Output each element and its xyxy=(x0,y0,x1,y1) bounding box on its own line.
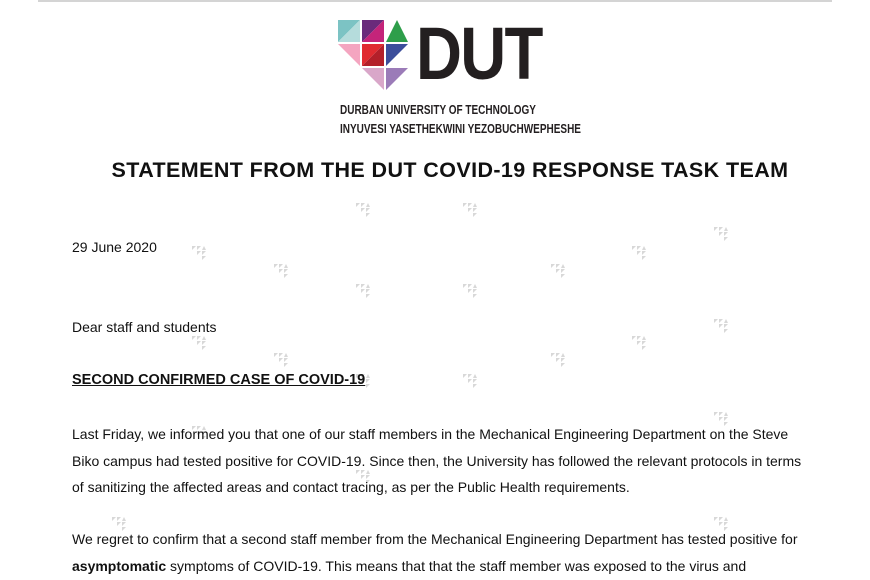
university-name-isizulu: INYUVESI YASETHEKWINI YEZOBUCHWEPHESHE xyxy=(340,122,581,136)
dut-mark-watermark-icon xyxy=(551,353,565,367)
paragraph-first-case: Last Friday, we informed you that one of our staff members in the Mechanical Engineering Department on the Steve Biko campus had tested positive for COVID-19. Since then, the University has followed the relevant protocols in terms of sanitizing the affected areas and contact tracing, as per the Public Health requirements. xyxy=(72,426,802,495)
dut-mark-watermark-icon xyxy=(463,374,477,388)
dut-mark-watermark-icon xyxy=(274,264,288,278)
dut-mark-watermark-icon xyxy=(463,203,477,217)
statement-title: STATEMENT FROM THE DUT COVID-19 RESPONSE TASK TEAM xyxy=(111,158,789,182)
dut-mark-watermark-icon xyxy=(463,284,477,298)
statement-date: 29 June 2020 xyxy=(72,239,157,255)
dut-mark-watermark-icon xyxy=(632,246,646,260)
logo-wordmark: DUT xyxy=(416,12,542,95)
paragraph-second-case xyxy=(72,526,812,579)
dut-mark-watermark-icon xyxy=(192,246,206,260)
dut-mark-watermark-icon xyxy=(714,227,728,241)
dut-logo xyxy=(338,12,581,140)
dut-mark-watermark-icon xyxy=(356,284,370,298)
dut-mark-watermark-icon xyxy=(632,336,646,350)
dut-mark-watermark-icon xyxy=(551,264,565,278)
paragraph-second-case-lead: We regret to confirm that a second staff member from the Mechanical Engineering Department has tested positive for xyxy=(72,531,798,547)
university-name-english: DURBAN UNIVERSITY OF TECHNOLOGY xyxy=(340,103,536,117)
asymptomatic-emphasis: asymptomatic xyxy=(72,557,167,574)
paragraph-second-case-tail: symptoms of COVID-19. This means that that the staff member was exposed to the virus and xyxy=(166,557,747,574)
dut-mark-watermark-icon xyxy=(714,319,728,333)
salutation: Dear staff and students xyxy=(72,319,217,335)
section-heading: SECOND CONFIRMED CASE OF COVID-19 xyxy=(72,372,366,388)
dut-mark-watermark-icon xyxy=(356,203,370,217)
dut-mark-icon xyxy=(338,18,410,90)
page-top-border xyxy=(38,0,832,2)
dut-mark-watermark-icon xyxy=(274,353,288,367)
